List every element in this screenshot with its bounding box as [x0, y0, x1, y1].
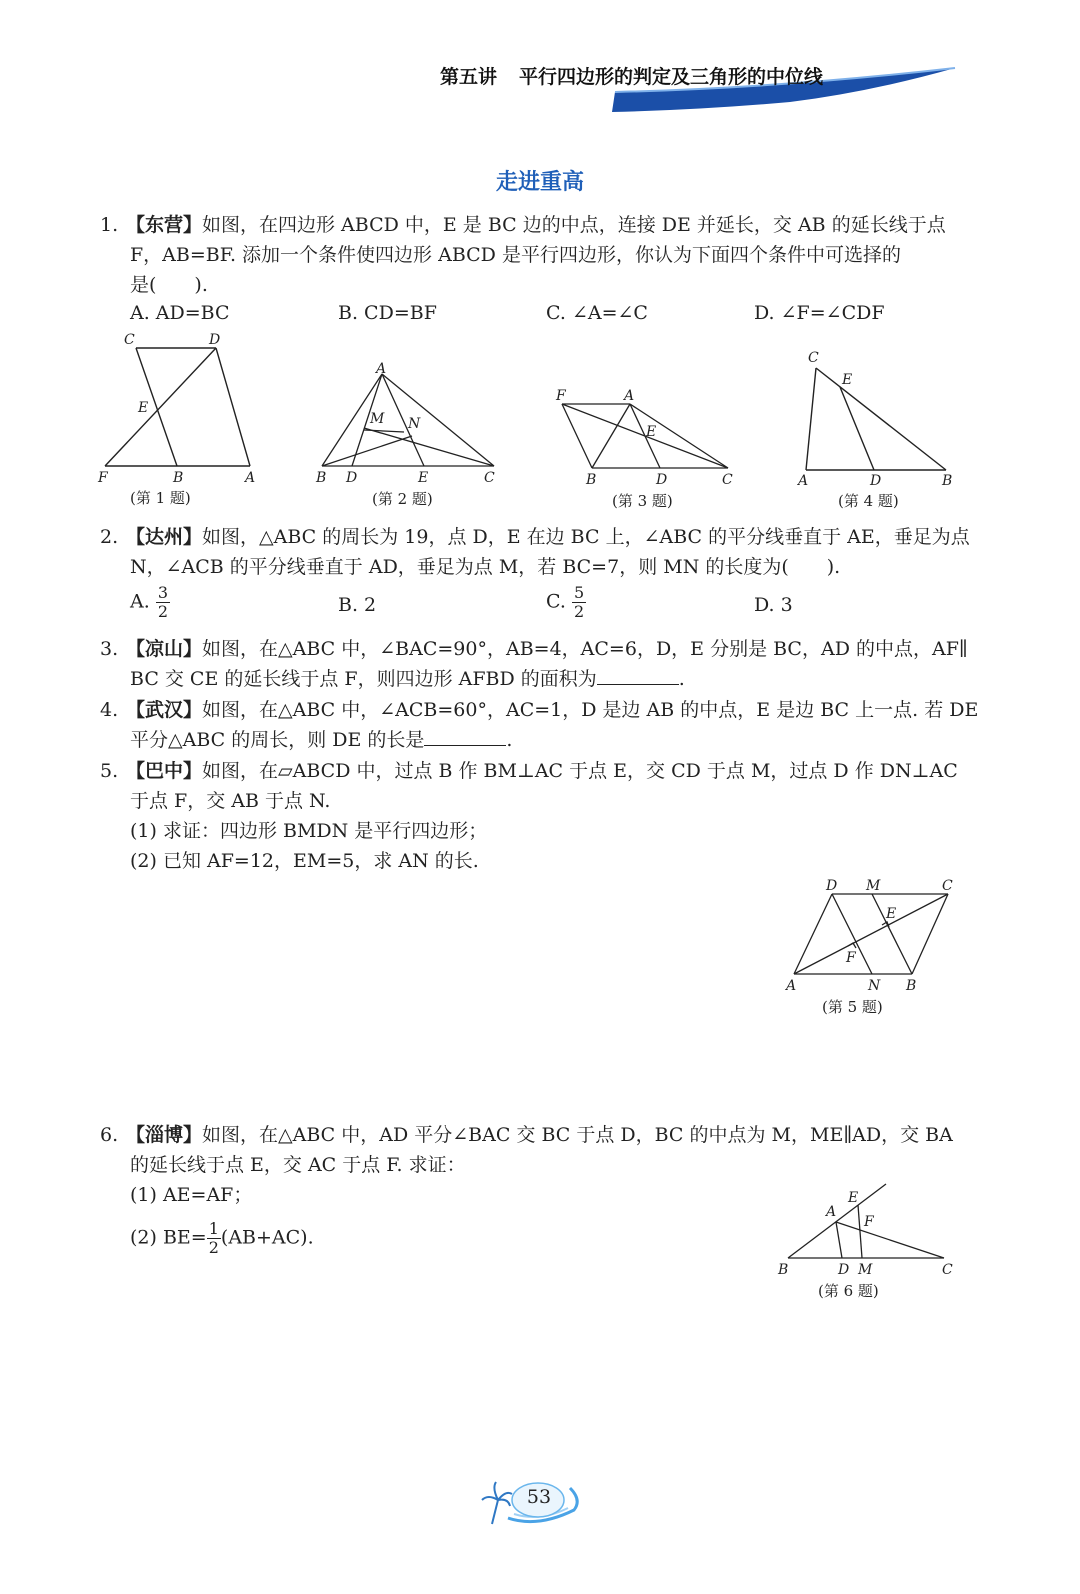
point-label: A [786, 978, 797, 994]
question-text: 平分△ABC 的周长，则 DE 的长是 [130, 729, 425, 751]
point-label: C [124, 332, 135, 348]
question-2 [100, 522, 970, 582]
point-label: D [656, 472, 668, 488]
section-title: 走进重高 [495, 170, 584, 195]
question-part: (2) 已知 AF=12，EM=5，求 AN 的长. [130, 850, 479, 872]
point-label: A [826, 1204, 837, 1220]
question-number: 2. [100, 526, 119, 548]
point-label: M [866, 878, 881, 894]
question-source: 【达州】 [126, 526, 203, 548]
answer-blank [424, 727, 506, 746]
point-label: C [808, 350, 819, 366]
point-label: B [942, 473, 953, 488]
point-label: F [846, 950, 856, 966]
point-label: F [98, 470, 108, 486]
question-source: 【淄博】 [126, 1124, 203, 1146]
point-label: C [942, 1262, 953, 1278]
question-source: 【武汉】 [126, 699, 203, 721]
question-5 [100, 756, 958, 876]
figure-caption: (第 6 题) [818, 1282, 879, 1300]
q1-option-d: D. ∠F=∠CDF [754, 302, 885, 324]
point-label: M [370, 411, 385, 427]
point-label: C [722, 472, 733, 488]
point-label: D [826, 878, 838, 894]
figure-2 [312, 362, 502, 488]
figure-caption: (第 2 题) [372, 490, 433, 508]
question-3: 3. 【凉山】如图，在△ABC 中，∠BAC=90°，AB=4，AC=6，D，E 分别是 BC，AD 的中点，AF∥ BC 交 CE 的延长线于点 F，则四边形 AFBD 的面积为 . [100, 634, 968, 694]
point-label: N [868, 978, 881, 994]
q2-option-d: D. 3 [754, 594, 793, 616]
point-label: A [376, 362, 387, 377]
point-label: D [838, 1262, 850, 1278]
question-text: 的延长线于点 E，交 AC 于点 F. 求证： [130, 1154, 466, 1176]
figure-5 [782, 874, 962, 998]
figure-1 [92, 328, 262, 488]
question-number: 4. [100, 699, 119, 721]
question-text: 如图，在四边形 ABCD 中，E 是 BC 边的中点，连接 DE 并延长，交 AB 的延长线于点 [202, 214, 946, 236]
point-label: E [646, 424, 657, 440]
figure-caption: (第 4 题) [838, 492, 899, 510]
point-label: N [408, 416, 421, 432]
chapter-title: 平行四边形的判定及三角形的中位线 [519, 66, 824, 88]
answer-blank [597, 666, 679, 685]
question-text: 如图，在▱ABCD 中，过点 B 作 BM⊥AC 于点 E，交 CD 于点 M，过点 D 作 DN⊥AC [202, 760, 958, 782]
point-label: E [418, 470, 429, 486]
point-label: B [316, 470, 327, 486]
question-source: 【东营】 [126, 214, 203, 236]
figure-6 [776, 1178, 960, 1282]
question-text: 于点 F，交 AB 于点 N. [130, 790, 331, 812]
figure-3 [552, 384, 742, 490]
question-text: F，AB=BF. 添加一个条件使四边形 ABCD 是平行四边形，你认为下面四个条件中可选择的 [130, 244, 901, 266]
q2-option-b: B. 2 [338, 594, 377, 616]
point-label: D [346, 470, 358, 486]
point-label: E [848, 1190, 859, 1206]
point-label: D [209, 332, 221, 348]
lecture-label: 第五讲 [440, 66, 498, 88]
figure-caption: (第 5 题) [822, 998, 883, 1016]
point-label: E [842, 372, 853, 388]
point-label: M [858, 1262, 873, 1278]
point-label: B [906, 978, 917, 994]
question-source: 【凉山】 [126, 638, 203, 660]
point-label: D [870, 473, 882, 488]
point-label: C [942, 878, 953, 894]
point-label: C [484, 470, 495, 486]
page-number: 53 [526, 1486, 552, 1508]
figure-caption: (第 3 题) [612, 492, 673, 510]
point-label: B [778, 1262, 789, 1278]
point-label: F [864, 1214, 874, 1230]
q1-option-a: A. AD=BC [130, 302, 230, 324]
point-label: F [556, 388, 566, 404]
q2-option-a: A. $\frac{3}{2}$ [130, 583, 168, 621]
question-text: 如图，在△ABC 中，∠BAC=90°，AB=4，AC=6，D，E 分别是 BC，AD 的中点，AF∥ [202, 638, 968, 660]
q1-option-c: C. ∠A=∠C [546, 302, 648, 324]
q2-option-c: C. $\frac{5}{2}$ [546, 583, 585, 621]
fraction: $\frac{3}{2}$ [157, 583, 168, 621]
question-text: 是( ). [130, 274, 208, 296]
point-label: B [586, 472, 597, 488]
figure-caption: (第 1 题) [130, 489, 191, 507]
question-4: 4. 【武汉】如图，在△ABC 中，∠ACB=60°，AC=1，D 是边 AB 的中点，E 是边 BC 上一点. 若 DE 平分△ABC 的周长，则 DE 的长是 . [100, 695, 978, 755]
question-source: 【巴中】 [126, 760, 203, 782]
question-text: 如图，在△ABC 中，∠ACB=60°，AC=1，D 是边 AB 的中点，E 是边 BC 上一点. 若 DE [202, 699, 979, 721]
question-1 [100, 210, 946, 300]
chapter-header [440, 62, 823, 89]
question-part: (2) BE= $\frac{1}{2}$ (AB+AC). [130, 1219, 314, 1257]
question-text: N，∠ACB 的平分线垂直于 AD，垂足为点 M，若 BC=7，则 MN 的长度为( ). [130, 556, 841, 578]
fraction: $\frac{5}{2}$ [573, 583, 585, 621]
question-text: 如图，△ABC 的周长为 19，点 D，E 在边 BC 上，∠ABC 的平分线垂直于 AE，垂足为点 [202, 526, 970, 548]
question-part: (1) AE=AF； [130, 1184, 253, 1206]
question-number: 3. [100, 638, 119, 660]
question-text: 如图，在△ABC 中，AD 平分∠BAC 交 BC 于点 D，BC 的中点为 M，ME∥AD，交 BA [202, 1124, 953, 1146]
point-label: E [138, 400, 149, 416]
fraction: $\frac{1}{2}$ [208, 1219, 219, 1257]
point-label: A [798, 473, 809, 488]
point-label: A [245, 470, 256, 486]
question-part: (1) 求证：四边形 BMDN 是平行四边形； [130, 820, 488, 842]
question-number: 5. [100, 760, 119, 782]
question-number: 6. [100, 1124, 119, 1146]
point-label: A [624, 388, 635, 404]
figure-4 [794, 346, 958, 488]
question-number: 1. [100, 214, 119, 236]
question-text: BC 交 CE 的延长线于点 F，则四边形 AFBD 的面积为 [130, 668, 597, 690]
point-label: B [173, 470, 184, 486]
point-label: E [886, 906, 897, 922]
q1-option-b: B. CD=BF [338, 302, 437, 324]
